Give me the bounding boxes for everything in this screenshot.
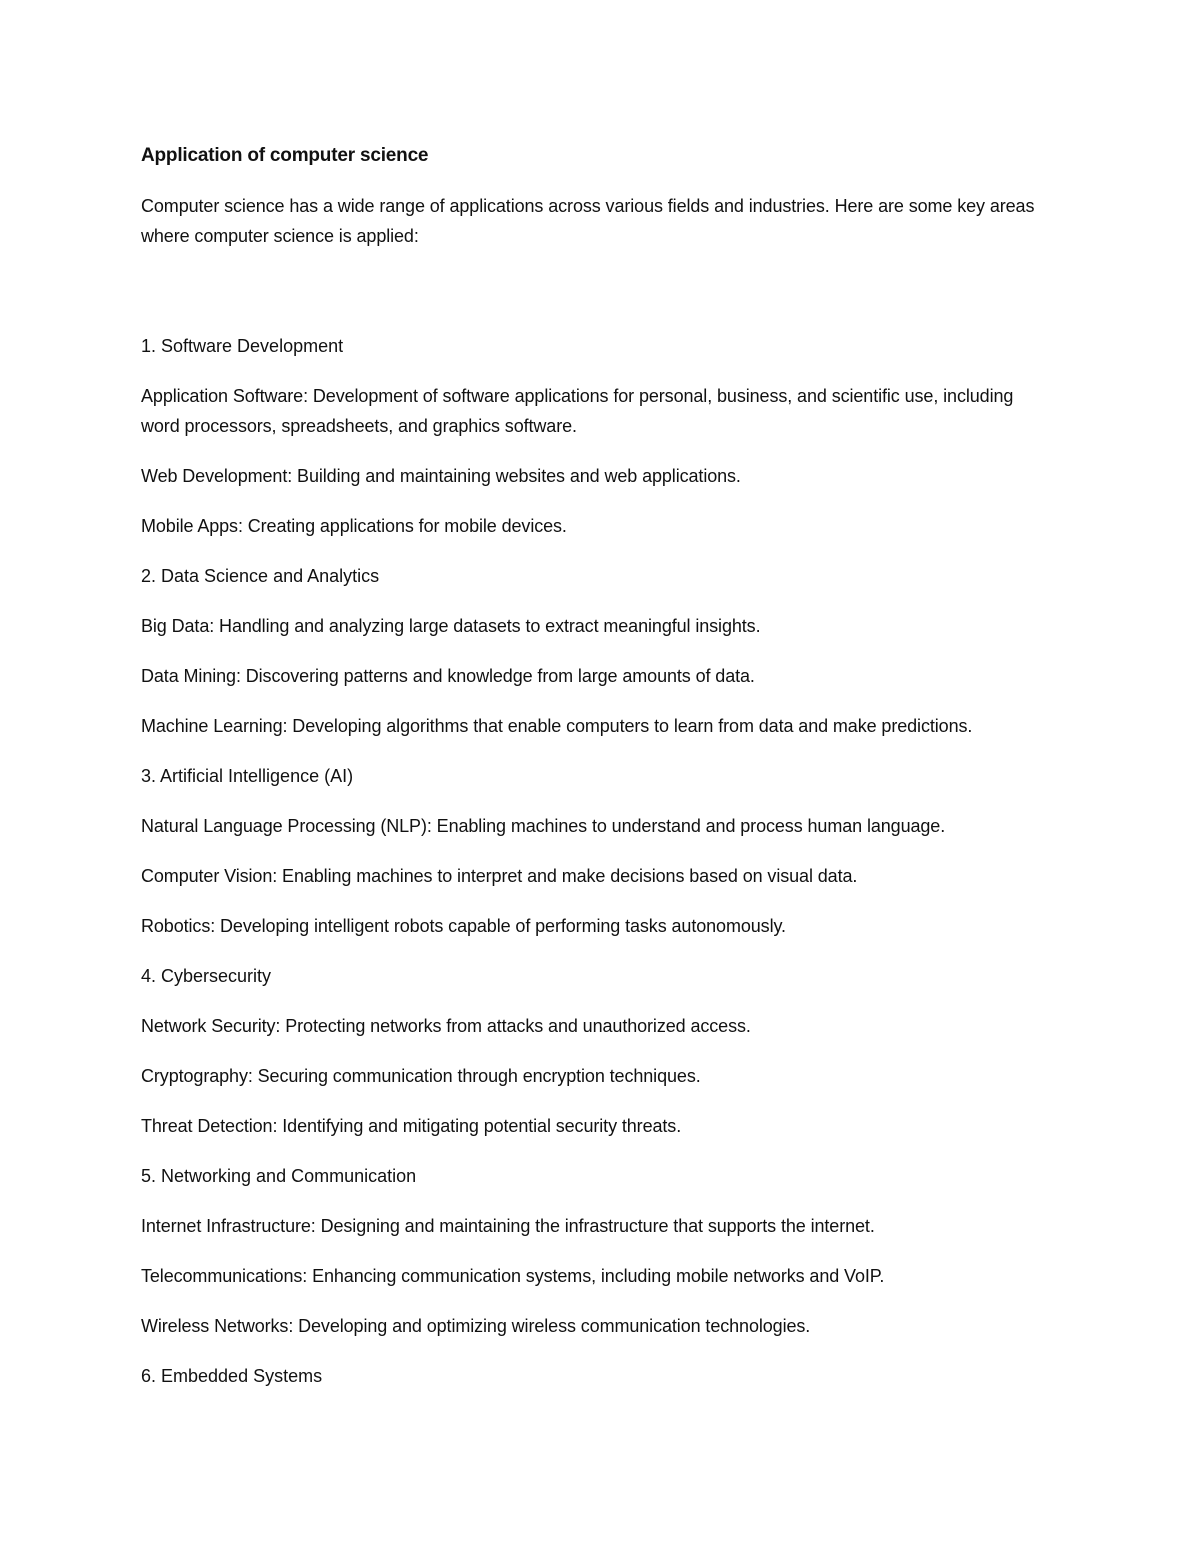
section-paragraph: Cryptography: Securing communication through encryption techniques.: [141, 1066, 701, 1086]
section-cybersecurity: [141, 961, 1041, 1141]
section-paragraph: Machine Learning: Developing algorithms that enable computers to learn from data and make predictions.: [141, 716, 973, 736]
section-paragraph: Telecommunications: Enhancing communication systems, including mobile networks and VoIP.: [141, 1266, 885, 1286]
section-artificial-intelligence: [141, 761, 1041, 941]
section-paragraph: Web Development: Building and maintaining websites and web applications.: [141, 466, 741, 486]
section-data-science: [141, 561, 1041, 741]
section-heading: 3. Artificial Intelligence (AI): [141, 766, 354, 786]
section-paragraph: Robotics: Developing intelligent robots capable of performing tasks autonomously.: [141, 916, 786, 936]
section-paragraph: Internet Infrastructure: Designing and maintaining the infrastructure that supports the internet.: [141, 1216, 875, 1236]
section-heading: 6. Embedded Systems: [141, 1366, 323, 1386]
document-body: [141, 141, 1041, 1411]
section-paragraph: Computer Vision: Enabling machines to interpret and make decisions based on visual data.: [141, 866, 858, 886]
section-software-development: [141, 331, 1041, 541]
section-heading: 2. Data Science and Analytics: [141, 566, 380, 586]
section-paragraph: Network Security: Protecting networks from attacks and unauthorized access.: [141, 1016, 751, 1036]
section-paragraph: Data Mining: Discovering patterns and knowledge from large amounts of data.: [141, 666, 755, 686]
section-heading: 5. Networking and Communication: [141, 1166, 417, 1186]
section-embedded-systems: [141, 1361, 1041, 1391]
section-paragraph: Threat Detection: Identifying and mitigating potential security threats.: [141, 1116, 682, 1136]
section-paragraph: Natural Language Processing (NLP): Enabling machines to understand and process human language.: [141, 816, 946, 836]
intro-paragraph: Computer science has a wide range of applications across various fields and industries. Here are some key areas where computer science is applied:: [141, 196, 1035, 246]
section-heading: 1. Software Development: [141, 336, 344, 356]
section-paragraph: Wireless Networks: Developing and optimizing wireless communication technologies.: [141, 1316, 811, 1336]
section-paragraph: Application Software: Development of software applications for personal, business, and scientific use, including word processors, spreadsheets, and graphics software.: [141, 386, 1014, 436]
document-title: Application of computer science: [141, 145, 429, 166]
section-paragraph: Big Data: Handling and analyzing large datasets to extract meaningful insights.: [141, 616, 761, 636]
section-paragraph: Mobile Apps: Creating applications for mobile devices.: [141, 516, 567, 536]
section-heading: 4. Cybersecurity: [141, 966, 272, 986]
section-networking: [141, 1161, 1041, 1341]
